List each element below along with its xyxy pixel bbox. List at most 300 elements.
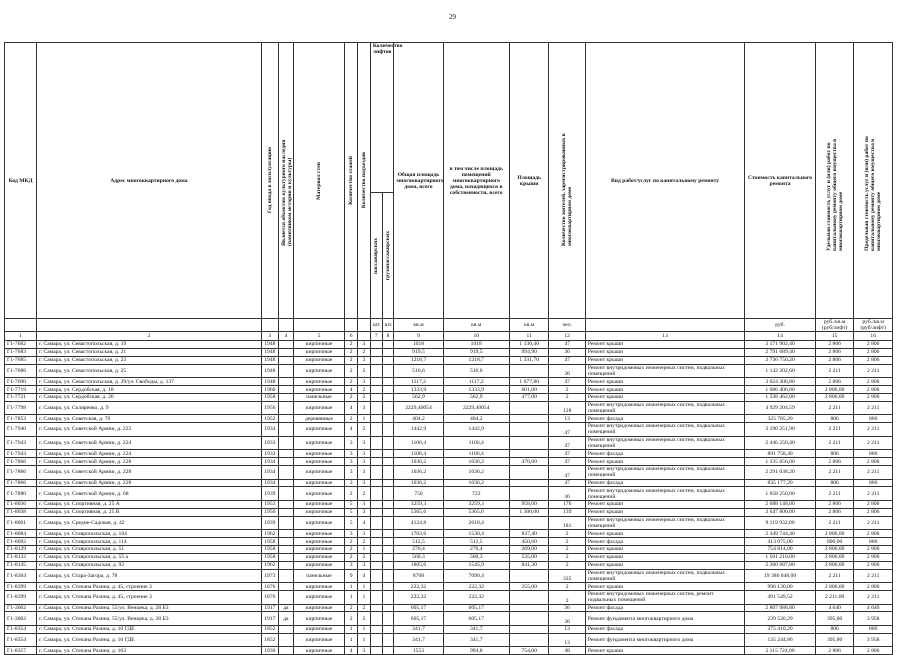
cell-area-total: 4124,8 <box>394 516 443 530</box>
cell-area-owned: 1036,2 <box>443 458 509 466</box>
unit-rub: руб. <box>745 319 816 332</box>
table-row <box>5 516 893 530</box>
unit-area-owned: кв.м <box>443 319 509 332</box>
cell-residents: 47 <box>549 378 585 386</box>
cell-area-total: 1036,2 <box>394 466 443 480</box>
table-row <box>5 341 893 349</box>
cell-lifts-passenger <box>370 479 382 487</box>
cell-cost: 996 130,00 <box>745 583 816 591</box>
cell-lifts-cargo <box>382 487 394 501</box>
cell-heritage <box>278 466 293 480</box>
header-cost: Стоимость капитального ремонта <box>745 43 816 319</box>
cell-unit-cost: 2 806,00 <box>815 583 854 591</box>
cell-area-total: 8768 <box>394 569 443 583</box>
cell-entrances: 2 <box>358 538 371 546</box>
cell-lifts-passenger <box>370 458 382 466</box>
cell-floors: 2 <box>345 364 358 378</box>
table-row <box>5 625 893 633</box>
column-number: 15 <box>815 332 854 341</box>
cell-year: 1934 <box>261 458 278 466</box>
cell-entrances: 2 <box>358 393 371 401</box>
cell-lifts-passenger <box>370 516 382 530</box>
cell-entrances: 3 <box>358 561 371 569</box>
cell-area-owned: 2618,4 <box>443 516 509 530</box>
cell-unit-cost: 806,00 <box>815 538 854 546</box>
cell-floors: 2 <box>345 545 358 553</box>
cell-work-type: Ремонт фасада <box>585 415 744 423</box>
cell-address: г. Самара, ул. Степана Разина, д. 10 ГДЕ <box>37 633 262 647</box>
cell-lifts-cargo <box>382 561 394 569</box>
cell-area-total: 2229,40054 <box>394 401 443 415</box>
header-walls: Материал стен <box>316 161 323 200</box>
cell-roof-area <box>509 450 549 458</box>
cell-lifts-passenger <box>370 436 382 450</box>
cell-work-type: Ремонт фасада <box>585 625 744 633</box>
cell-lifts-passenger <box>370 415 382 423</box>
cell-year: 1962 <box>261 561 278 569</box>
unit-pcs-passenger: шт. <box>370 319 382 332</box>
cell-year: 1933 <box>261 436 278 450</box>
cell-heritage <box>278 356 293 364</box>
cell-code: Г1-7940 <box>5 423 37 437</box>
cell-roof-area: 1 331,70 <box>509 356 549 364</box>
cell-unit-cost: 2 211 <box>815 516 854 530</box>
cell-floors: 2 <box>345 604 358 612</box>
cell-year: 1876 <box>261 591 278 605</box>
cell-lifts-cargo <box>382 450 394 458</box>
cell-residents: 139 <box>549 508 585 516</box>
cell-area-total: 1117,2 <box>394 378 443 386</box>
cell-area-owned: 516,6 <box>443 364 509 378</box>
header-cargo: грузопассажирских <box>384 230 391 281</box>
cell-heritage: да <box>278 604 293 612</box>
cell-residents: 13 <box>549 625 585 633</box>
cell-heritage: да <box>278 612 293 626</box>
cell-max-cost: 2 806 <box>854 500 893 508</box>
column-number: 13 <box>585 332 744 341</box>
column-number: 2 <box>37 332 262 341</box>
cell-area-owned: 1018 <box>443 341 509 349</box>
header-max-cost: Предельная стоимость услуг и (или) работ по капитальному ремонту общего имущества в многоквартирном доме <box>864 135 883 251</box>
cell-max-cost: 3 958 <box>854 633 893 647</box>
column-number: 1 <box>5 332 37 341</box>
cell-lifts-cargo <box>382 508 394 516</box>
cell-floors: 2 <box>345 553 358 561</box>
cell-walls: кирпичные <box>293 500 344 508</box>
cell-heritage <box>278 583 293 591</box>
column-number: 11 <box>509 332 549 341</box>
cell-code: Г1-7943 <box>5 450 37 458</box>
cell-roof-area <box>509 436 549 450</box>
cell-residents: 2 <box>549 561 585 569</box>
cell-floors: 9 <box>345 569 358 583</box>
cell-heritage <box>278 479 293 487</box>
cell-residents: 48 <box>549 647 585 655</box>
cell-max-cost: 2 806 <box>854 378 893 386</box>
cell-area-total: 3259,3 <box>394 500 443 508</box>
cell-address: г. Самара, ул. Ставропольская, д. 51 <box>37 545 262 553</box>
cell-heritage <box>278 500 293 508</box>
cell-code: Г1-8132 <box>5 553 37 561</box>
cell-work-type: Ремонт внутридомовых инженерных систем, подвальных помещений <box>585 364 744 378</box>
cell-code: Г1-8036 <box>5 500 37 508</box>
cell-area-owned: 5365,6 <box>443 508 509 516</box>
cell-residents: 36 <box>549 604 585 612</box>
cell-floors: 3 <box>345 479 358 487</box>
cell-lifts-cargo <box>382 516 394 530</box>
cell-year: 1973 <box>261 569 278 583</box>
cell-roof-area: 269,00 <box>509 545 549 553</box>
cell-walls: кирпичные <box>293 378 344 386</box>
cell-address: г. Самара, ул. Скляренко, д. 9 <box>37 401 262 415</box>
cell-work-type: Ремонт крыши <box>585 356 744 364</box>
cell-roof-area <box>509 633 549 647</box>
table-row <box>5 450 893 458</box>
cell-work-type: Ремонт внутридомовых инженерных систем, подвальных помещений <box>585 401 744 415</box>
table-row <box>5 436 893 450</box>
cell-entrances: 2 <box>358 423 371 437</box>
cell-work-type: Ремонт внутридомовых инженерных систем, подвальных помещений <box>585 487 744 501</box>
cell-lifts-passenger <box>370 633 382 647</box>
cell-work-type: Ремонт крыши <box>585 530 744 538</box>
cell-lifts-cargo <box>382 553 394 561</box>
cell-walls: панельные <box>293 393 344 401</box>
cell-unit-cost: 2 211 <box>815 569 854 583</box>
cell-cost: 135 244,86 <box>745 633 816 647</box>
cell-roof-area <box>509 487 549 501</box>
cell-area-total: 1036,2 <box>394 479 443 487</box>
cell-lifts-passenger <box>370 583 382 591</box>
cell-address: г. Самара, ул. Севастопольская, д. 29/ул. Свободы, д. 137 <box>37 378 262 386</box>
cell-area-total: 5365,6 <box>394 508 443 516</box>
cell-work-type: Ремонт внутридомовых инженерных систем, подвальных помещений <box>585 423 744 437</box>
cell-unit-cost: 2 806 <box>815 508 854 516</box>
cell-work-type: Ремонт крыши <box>585 553 744 561</box>
cell-heritage <box>278 487 293 501</box>
cell-area-owned: 512,5 <box>443 538 509 546</box>
cell-lifts-passenger <box>370 530 382 538</box>
cell-roof-area: 477,00 <box>509 393 549 401</box>
cell-lifts-passenger <box>370 364 382 378</box>
cell-cost: 3 736 750,20 <box>745 356 816 364</box>
header-year: Год ввода в эксплуатацию <box>266 147 273 214</box>
cell-work-type: Ремонт фасада <box>585 604 744 612</box>
cell-code: Г1-8399 <box>5 591 37 605</box>
table-row <box>5 538 893 546</box>
cell-work-type: Ремонт крыши <box>585 341 744 349</box>
cell-code: Г1-7686 <box>5 364 37 378</box>
column-number: 16 <box>854 332 893 341</box>
cell-max-cost: 2 806 <box>854 356 893 364</box>
cell-code: Г1-3062 <box>5 604 37 612</box>
cell-year: 1956 <box>261 401 278 415</box>
unit-people: чел. <box>549 319 585 332</box>
cell-lifts-cargo <box>382 530 394 538</box>
cell-residents: 181 <box>549 516 585 530</box>
cell-walls: кирпичные <box>293 604 344 612</box>
cell-year: 1939 <box>261 516 278 530</box>
table-row <box>5 458 893 466</box>
cell-lifts-passenger <box>370 553 382 561</box>
cell-lifts-passenger <box>370 561 382 569</box>
cell-floors: 2 <box>345 487 358 501</box>
cell-area-owned: 276,4 <box>443 545 509 553</box>
column-number: 8 <box>382 332 394 341</box>
cell-heritage <box>278 423 293 437</box>
cell-max-cost: 2 806 <box>854 553 893 561</box>
cell-walls: кирпичные <box>293 466 344 480</box>
table-row <box>5 591 893 605</box>
cell-unit-cost: 395,80 <box>815 633 854 647</box>
column-number: 10 <box>443 332 509 341</box>
cell-max-cost: 2 806 <box>854 561 893 569</box>
table-row <box>5 583 893 591</box>
table-row <box>5 466 893 480</box>
cell-unit-cost: 2 211 <box>815 487 854 501</box>
cell-work-type: Ремонт крыши <box>585 545 744 553</box>
cell-area-total: 1703,6 <box>394 530 443 538</box>
cell-cost: 2 291 038,20 <box>745 466 816 480</box>
cell-work-type: Ремонт фундамента многоквартирного дома <box>585 633 744 647</box>
cell-residents: 2 <box>549 530 585 538</box>
cell-lifts-cargo <box>382 386 394 394</box>
cell-residents: 335 <box>549 569 585 583</box>
cell-address: г. Самара, ул. Ставропольская, д. 114 <box>37 538 262 546</box>
cell-walls: кирпичные <box>293 508 344 516</box>
header-area-owned: в том числе площадь помещений многоквартирного дома, находящихся в собственности, всего <box>443 43 509 319</box>
cell-roof-area: 754,00 <box>509 647 549 655</box>
cell-area-owned: 919,5 <box>443 348 509 356</box>
cell-roof-area <box>509 401 549 415</box>
cell-heritage <box>278 545 293 553</box>
cell-year: 1917 <box>261 612 278 626</box>
cell-address: г. Самара, ул. Стара-Загора, д. 78 <box>37 569 262 583</box>
cell-year: 1939 <box>261 487 278 501</box>
cell-roof-area <box>509 423 549 437</box>
cell-year: 1948 <box>261 341 278 349</box>
cell-heritage <box>278 348 293 356</box>
cell-heritage <box>278 591 293 605</box>
cell-cost: 1 658 250,00 <box>745 487 816 501</box>
cell-address: г. Самара, ул. Севастопольская, д. 25 <box>37 364 262 378</box>
cell-address: г. Самара, ул. Советской Армии, д. 68 <box>37 487 262 501</box>
cell-heritage <box>278 436 293 450</box>
cell-max-cost: 2 806 <box>854 545 893 553</box>
cell-heritage <box>278 508 293 516</box>
cell-work-type: Ремонт крыши <box>585 393 744 401</box>
cell-walls: кирпичные <box>293 450 344 458</box>
cell-residents: 36 <box>549 612 585 626</box>
cell-area-total: 560,3 <box>394 553 443 561</box>
cell-heritage <box>278 538 293 546</box>
table-row <box>5 500 893 508</box>
cell-code: Г1-7721 <box>5 393 37 401</box>
cell-area-total: 341,7 <box>394 633 443 647</box>
cell-cost: 19 386 048,00 <box>745 569 816 583</box>
cell-cost: 1 335 656,00 <box>745 458 816 466</box>
capital-repair-table <box>4 42 893 655</box>
table-row <box>5 423 893 437</box>
cell-area-owned: 1333,9 <box>443 386 509 394</box>
cell-area-owned: 1218,7 <box>443 356 509 364</box>
cell-address: г. Самара, ул. Ставропольская, д. 104 <box>37 530 262 538</box>
cell-work-type: Ремонт крыши <box>585 500 744 508</box>
cell-area-total: 1018 <box>394 341 443 349</box>
cell-code: Г1-7719 <box>5 386 37 394</box>
cell-walls: кирпичные <box>293 561 344 569</box>
cell-area-total: 512,5 <box>394 538 443 546</box>
table-row <box>5 415 893 423</box>
cell-max-cost: 2 211 <box>854 569 893 583</box>
table-row <box>5 612 893 626</box>
cell-lifts-cargo <box>382 625 394 633</box>
cell-roof-area: 841,30 <box>509 561 549 569</box>
cell-entrances: 2 <box>358 348 371 356</box>
cell-roof-area <box>509 415 549 423</box>
table-row <box>5 647 893 655</box>
cell-residents: 36 <box>549 487 585 501</box>
cell-lifts-cargo <box>382 356 394 364</box>
cell-max-cost: 2 806 <box>854 530 893 538</box>
cell-work-type: Ремонт крыши <box>585 561 744 569</box>
cell-lifts-passenger <box>370 450 382 458</box>
cell-unit-cost: 2 211 <box>815 466 854 480</box>
cell-max-cost: 4 640 <box>854 604 893 612</box>
cell-lifts-cargo <box>382 364 394 378</box>
cell-area-owned: 404,2 <box>443 415 509 423</box>
cell-address: г. Самара, ул. Сердобская, д. 18 <box>37 386 262 394</box>
cell-lifts-cargo <box>382 436 394 450</box>
cell-heritage <box>278 625 293 633</box>
cell-entrances: 3 <box>358 466 371 480</box>
cell-residents: 47 <box>549 356 585 364</box>
cell-entrances: 2 <box>358 364 371 378</box>
cell-walls: кирпичные <box>293 401 344 415</box>
table-row <box>5 356 893 364</box>
cell-area-owned: 1106,4 <box>443 450 509 458</box>
table-row <box>5 487 893 501</box>
cell-lifts-passenger <box>370 538 382 546</box>
cell-cost: 2 115 724,00 <box>745 647 816 655</box>
cell-area-owned: 341,7 <box>443 633 509 647</box>
cell-work-type: Ремонт крыши <box>585 647 744 655</box>
column-number-row <box>5 332 893 341</box>
cell-residents: 47 <box>549 436 585 450</box>
cell-entrances: 3 <box>358 458 371 466</box>
cell-entrances: 1 <box>358 591 371 605</box>
table-row <box>5 545 893 553</box>
cell-residents: 47 <box>549 423 585 437</box>
cell-unit-cost: 2 211 <box>815 423 854 437</box>
cell-cost: 2 360 687,80 <box>745 561 816 569</box>
cell-floors: 4 <box>345 647 358 655</box>
cell-year: 1934 <box>261 423 278 437</box>
cell-entrances: 3 <box>358 479 371 487</box>
cell-residents: 47 <box>549 450 585 458</box>
cell-year: 1934 <box>261 466 278 480</box>
header-heritage: Является объектом культурного наследия (памятником истории и культуры) <box>280 139 293 246</box>
cell-walls: панельные <box>293 569 344 583</box>
header-entrances: Количество подъездов <box>360 152 367 209</box>
cell-cost: 3 171 902,40 <box>745 341 816 349</box>
cell-residents: 176 <box>549 500 585 508</box>
column-number: 12 <box>549 332 585 341</box>
cell-year: 1948 <box>261 364 278 378</box>
cell-lifts-passenger <box>370 378 382 386</box>
cell-roof-area <box>509 604 549 612</box>
cell-floors: 3 <box>345 530 358 538</box>
cell-walls: кирпичные <box>293 479 344 487</box>
cell-unit-cost: 2 806,00 <box>815 530 854 538</box>
cell-walls: кирпичные <box>293 583 344 591</box>
cell-walls: кирпичные <box>293 633 344 647</box>
cell-max-cost: 2 806 <box>854 458 893 466</box>
cell-heritage <box>278 553 293 561</box>
cell-heritage <box>278 393 293 401</box>
cell-area-total: 605,17 <box>394 604 443 612</box>
cell-max-cost: 2 806 <box>854 508 893 516</box>
cell-area-total: 1106,4 <box>394 450 443 458</box>
cell-unit-cost: 2 806 <box>815 356 854 364</box>
cell-walls: кирпичные <box>293 553 344 561</box>
cell-area-total: 276,4 <box>394 545 443 553</box>
cell-year: 1930 <box>261 647 278 655</box>
cell-unit-cost: 2 211 <box>815 436 854 450</box>
cell-lifts-cargo <box>382 500 394 508</box>
table-row <box>5 561 893 569</box>
cell-lifts-passenger <box>370 487 382 501</box>
cell-unit-cost: 2 806 <box>815 458 854 466</box>
header-address: Адрес многоквартирного дома <box>37 43 262 319</box>
cell-lifts-cargo <box>382 415 394 423</box>
cell-floors: 3 <box>345 458 358 466</box>
cell-address: г. Самара, ул. Севастопольская, д. 23 <box>37 356 262 364</box>
cell-unit-cost: 4 640 <box>815 604 854 612</box>
cell-address: г. Самара, ул. Севастопольская, д. 21 <box>37 348 262 356</box>
cell-residents: 47 <box>549 466 585 480</box>
cell-walls: кирпичные <box>293 386 344 394</box>
cell-walls: кирпичные <box>293 612 344 626</box>
cell-heritage <box>278 530 293 538</box>
cell-floors: 2 <box>345 356 358 364</box>
cell-heritage <box>278 378 293 386</box>
cell-area-total: 1805,6 <box>394 561 443 569</box>
cell-cost: 491 549,52 <box>745 591 816 605</box>
cell-entrances: 1 <box>358 545 371 553</box>
cell-lifts-cargo <box>382 569 394 583</box>
cell-walls: кирпичные <box>293 348 344 356</box>
cell-roof-area <box>509 516 549 530</box>
cell-floors: 1 <box>345 633 358 647</box>
cell-code: Г1-8061 <box>5 516 37 530</box>
cell-lifts-cargo <box>382 393 394 401</box>
cell-floors: 2 <box>345 415 358 423</box>
cell-area-owned: 7090,4 <box>443 569 509 583</box>
cell-area-total: 1442,9 <box>394 423 443 437</box>
cell-code: Г1-8038 <box>5 508 37 516</box>
cell-area-owned: 1530,4 <box>443 530 509 538</box>
cell-lifts-cargo <box>382 612 394 626</box>
cell-unit-cost: 395,80 <box>815 612 854 626</box>
unit-pcs-cargo: шт. <box>382 319 394 332</box>
cell-code: Г1-7866 <box>5 466 37 480</box>
cell-area-owned: 562,9 <box>443 393 509 401</box>
column-number: 9 <box>394 332 443 341</box>
header-roof-area: Площадь крыши <box>509 43 549 319</box>
cell-area-owned: 723 <box>443 487 509 501</box>
cell-work-type: Ремонт крыши <box>585 508 744 516</box>
cell-lifts-cargo <box>382 633 394 647</box>
